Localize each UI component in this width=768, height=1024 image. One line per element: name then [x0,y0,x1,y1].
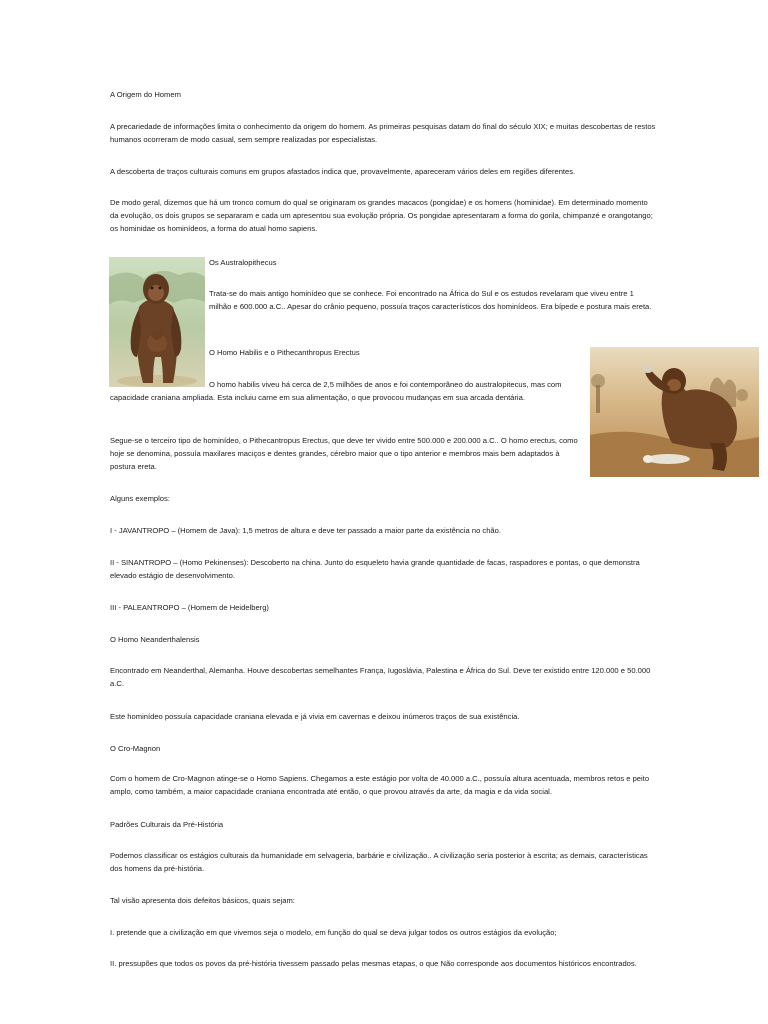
paragraph-11: Encontrado em Neanderthal, Alemanha. Houve descobertas semelhantes França, Iugoslávia, Palestina e África do Sul. Deve ter existido entre 120.000 e 50.000 a.C. [110,666,651,688]
heading-australopithecus: Os Australopithecus [209,258,277,267]
heading-homo-habilis: O Homo Habilis e o Pithecanthropus Erectus [209,348,360,357]
heading-padroes-culturais: Padrões Culturais da Pré-História [110,820,224,829]
paragraph-2: A descoberta de traços culturais comuns em grupos afastados indica que, provavelmente, apareceram vários deles em regiões diferentes. [110,167,576,176]
heading-neanderthalensis: O Homo Neanderthalensis [110,635,200,644]
heading-cro-magnon: O Cro-Magnon [110,744,161,753]
paragraph-12: Este hominídeo possuía capacidade craniana elevada e já vivia em cavernas e deixou inúmeros traços de sua existência. [110,712,520,721]
paragraph-10: III - PALEANTROPO – (Homem de Heidelberg) [110,603,269,612]
homo-erectus-image [590,347,759,477]
paragraph-17: II. pressupões que todos os povos da pré-história tivessem passado pelas mesmas etapas, o que Não corresponde aos documentos históricos encontrados. [110,959,637,968]
paragraph-15: Tal visão apresenta dois defeitos básicos, quais sejam: [110,896,295,905]
homo-erectus-illustration [590,347,759,477]
paragraph-13: Com o homem de Cro-Magnon atinge-se o Homo Sapiens. Chegamos a este estágio por volta de 40.000 a.C., possuía altura acentuada, membros retos e peito amplo, como também, a maior capacidade craniana encontrada até então, o que provou através da arte, da magia e da vida social. [110,774,650,796]
australopithecus-illustration [109,257,205,387]
paragraph-6: Segue-se o terceiro tipo de hominídeo, o Pithecantropus Erectus, que deve ter vivido entre 500.000 e 200.000 a.C.. O homo erectus, como hoje se denomina, possuía maxilares maciços e dentes grandes, cérebro maior que o tipo anterior e membros mais bem adaptados à postura ereta. [110,436,578,471]
paragraph-3: De modo geral, dizemos que há um tronco comum do qual se originaram os grandes macacos (pongidae) e os homens (hominidae). Em determinado momento da evolução, os dois grupos se separaram e cada um apresentou sua evolução própria. Os pongidae apresentaram a forma do gorila, chimpanzé e orangotango; os hominidae os hominídeos, a forma do atual homo sapiens. [110,198,653,233]
document-title: A Origem do Homem [110,90,181,99]
paragraph-8: I - JAVANTROPO – (Homem de Java): 1,5 metros de altura e deve ter passado a maior parte da existência no chão. [110,526,501,535]
paragraph-7: Alguns exemplos: [110,494,170,503]
paragraph-16: I. pretende que a civilização em que vivemos seja o modelo, em função do qual se deva julgar todos os outros estágios da evolução; [110,928,557,937]
paragraph-1: A precariedade de informações limita o conhecimento da origem do homem. As primeiras pesquisas datam do final do século XIX; e muitas descobertas de restos humanos ocorreram de modo casual, sem sempre realizadas por especialistas. [110,122,656,144]
paragraph-5: O homo habilis viveu há cerca de 2,5 milhões de anos e foi contemporâneo do australopitecus, mas com capacidade craniana ampliada. Esta incluiu carne em sua alimentação, o que provocou mudanças em sua arcada dentária. [110,380,562,402]
paragraph-9: II - SINANTROPO – (Homo Pekinenses): Descoberto na china. Junto do esqueleto havia grande quantidade de facas, raspadores e pontas, o que demonstra elevado estágio de desenvolvimento. [110,558,640,580]
australopithecus-image [109,257,205,387]
paragraph-4: Trata-se do mais antigo hominídeo que se conhece. Foi encontrado na África do Sul e os estudos revelaram que viveu entre 1 milhão e 600.000 a.C.. Apesar do crânio pequeno, possuía traços característicos dos hominídeos. Era bípede e postura mais ereta. [209,289,652,311]
paragraph-14: Podemos classificar os estágios culturais da humanidade em selvageria, barbárie e civilização.. A civilização seria posterior à escrita; as demais, características dos homens da pré-história. [110,851,648,873]
